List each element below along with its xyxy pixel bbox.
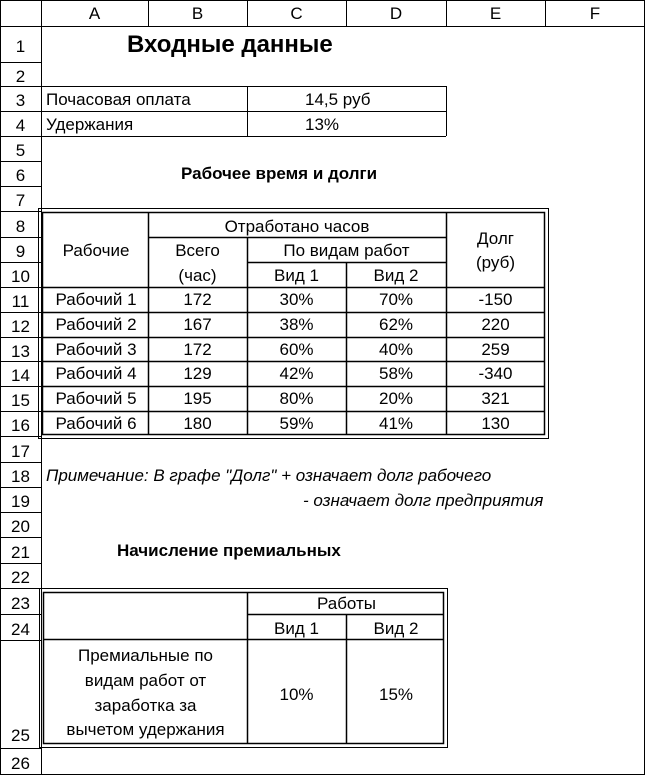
row-header-17[interactable]: 17 [11, 442, 30, 461]
row-header-15[interactable]: 15 [11, 391, 30, 410]
header-type-2: Вид 2 [373, 266, 419, 285]
row-header-23[interactable]: 23 [11, 594, 30, 613]
row-header-16[interactable]: 16 [11, 416, 30, 435]
worker-name[interactable]: Рабочий 2 [55, 315, 137, 334]
row-header-26[interactable]: 26 [11, 754, 30, 773]
worker-name[interactable]: Рабочий 3 [55, 340, 137, 359]
worker-type2[interactable]: 62% [378, 315, 414, 334]
note-line-2: - означает долг предприятия [303, 491, 544, 510]
bonus-label-line-4: вычетом удержания [66, 720, 225, 739]
worker-debt[interactable]: 259 [481, 340, 510, 359]
row-header-4[interactable]: 4 [15, 116, 26, 135]
row-header-18[interactable]: 18 [11, 467, 30, 486]
header-total-2: (час) [178, 266, 217, 285]
column-header-f[interactable]: F [589, 4, 601, 23]
column-header-b[interactable]: B [191, 4, 204, 23]
bonus-value-type-2[interactable]: 15% [378, 685, 414, 704]
row-header-5[interactable]: 5 [15, 141, 26, 160]
row-header-8[interactable]: 8 [15, 217, 26, 236]
input-label-hourly: Почасовая оплата [46, 90, 191, 109]
header-total-1: Всего [175, 241, 220, 260]
worker-type1[interactable]: 38% [279, 315, 314, 334]
section-title-bonuses: Начисление премиальных [117, 541, 341, 560]
row-header-13[interactable]: 13 [11, 342, 30, 361]
worker-debt[interactable]: 321 [481, 389, 510, 408]
row-header-7[interactable]: 7 [15, 191, 26, 210]
header-worked-hours: Отработано часов [224, 217, 370, 236]
worker-type2[interactable]: 40% [378, 340, 414, 359]
worker-name[interactable]: Рабочий 5 [55, 389, 137, 408]
input-value-hourly[interactable]: 14,5 руб [305, 90, 371, 109]
worker-name[interactable]: Рабочий 6 [55, 414, 137, 433]
column-header-a[interactable]: A [88, 4, 101, 23]
worker-type2[interactable]: 20% [378, 389, 414, 408]
row-header-6[interactable]: 6 [15, 166, 26, 185]
worker-type1[interactable]: 42% [279, 364, 314, 383]
row-header-2[interactable]: 2 [15, 67, 26, 86]
worker-debt[interactable]: 220 [481, 315, 510, 334]
column-header-e[interactable]: E [489, 4, 502, 23]
row-header-1[interactable]: 1 [15, 37, 26, 56]
header-bonus-type-2: Вид 2 [373, 619, 419, 638]
worker-hours[interactable]: 172 [183, 290, 212, 309]
worker-name[interactable]: Рабочий 4 [55, 364, 137, 383]
header-debt-2: (руб) [475, 253, 515, 272]
column-header-c[interactable]: C [290, 4, 303, 23]
worker-debt[interactable]: 130 [481, 414, 510, 433]
header-bonus-type-1: Вид 1 [274, 619, 319, 638]
header-by-type: По видам работ [283, 241, 410, 260]
worker-hours[interactable]: 172 [183, 340, 212, 359]
worker-type2[interactable]: 41% [378, 414, 414, 433]
worker-debt[interactable]: -340 [478, 364, 513, 383]
worker-type1[interactable]: 60% [279, 340, 314, 359]
input-label-deductions: Удержания [46, 115, 134, 134]
row-header-14[interactable]: 14 [11, 366, 30, 385]
worker-hours[interactable]: 167 [183, 315, 212, 334]
worker-type1[interactable]: 80% [279, 389, 314, 408]
header-debt-1: Долг [477, 229, 514, 248]
row-header-12[interactable]: 12 [11, 317, 30, 336]
header-works: Работы [316, 594, 377, 613]
bonus-label-line-2: видам работ от [84, 671, 207, 690]
worker-hours[interactable]: 195 [183, 389, 212, 408]
input-value-deductions[interactable]: 13% [305, 115, 340, 134]
row-header-25[interactable]: 25 [11, 726, 30, 745]
row-header-10[interactable]: 10 [11, 267, 30, 286]
row-header-21[interactable]: 21 [11, 543, 30, 562]
section-title-worktime: Рабочее время и долги [181, 164, 378, 183]
worker-hours[interactable]: 129 [183, 364, 212, 383]
bonus-label-line-1: Премиальные по [78, 646, 213, 665]
worker-name[interactable]: Рабочий 1 [55, 290, 137, 309]
row-header-9[interactable]: 9 [15, 242, 26, 261]
worker-type1[interactable]: 59% [279, 414, 314, 433]
worker-type2[interactable]: 58% [378, 364, 414, 383]
row-header-20[interactable]: 20 [11, 517, 30, 536]
worker-type2[interactable]: 70% [378, 290, 414, 309]
header-workers: Рабочие [62, 241, 130, 260]
row-header-22[interactable]: 22 [11, 568, 30, 587]
header-type-1: Вид 1 [274, 266, 319, 285]
worker-hours[interactable]: 180 [183, 414, 212, 433]
worker-debt[interactable]: -150 [478, 290, 513, 309]
row-header-24[interactable]: 24 [11, 620, 30, 639]
sheet-title: Входные данные [127, 31, 333, 58]
row-header-19[interactable]: 19 [11, 492, 30, 511]
column-header-d[interactable]: D [389, 4, 403, 23]
worker-type1[interactable]: 30% [279, 290, 314, 309]
row-header-11[interactable]: 11 [11, 292, 30, 311]
bonus-value-type-1[interactable]: 10% [279, 685, 314, 704]
note-line-1: Примечание: В графе "Долг" + означает долг рабочего [46, 466, 492, 485]
bonus-label-line-3: заработка за [94, 696, 197, 715]
row-header-3[interactable]: 3 [15, 91, 26, 110]
